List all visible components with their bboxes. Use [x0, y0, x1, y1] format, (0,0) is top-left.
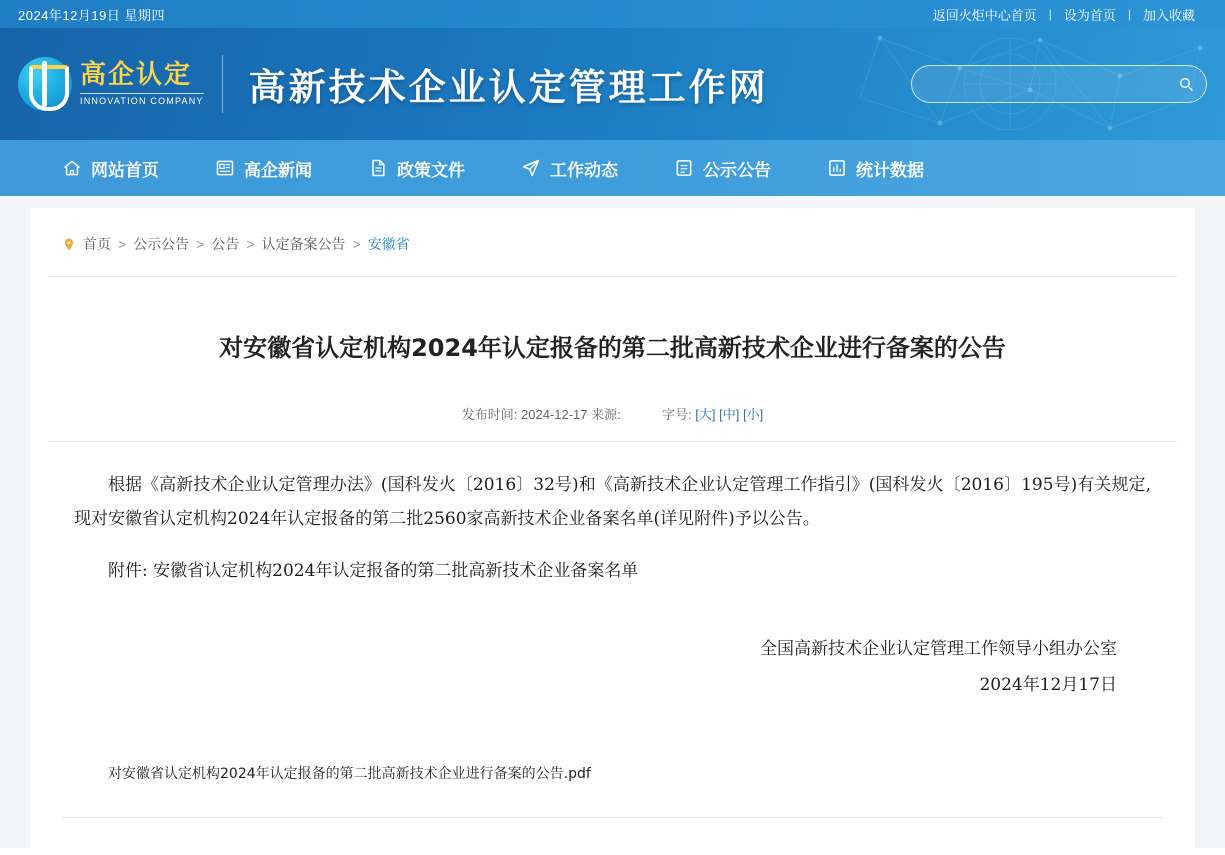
article-paragraph: 根据《高新技术企业认定管理办法》(国科发火〔2016〕32号)和《高新技术企业认定管理工作指引》(国科发火〔2016〕195号)有关规定,现对安徽省认定机构2024年认定报备的第二批2560家高新技术企业备案名单(详见附件)予以公告。 — [74, 474, 1151, 529]
signature-organization: 全国高新技术企业认定管理工作领导小组办公室 — [760, 638, 1117, 659]
news-icon — [215, 158, 235, 178]
fontsize-label: 字号: — [662, 406, 692, 422]
home-icon — [62, 158, 82, 178]
nav-item-work-updates[interactable] — [493, 140, 646, 196]
chart-icon — [827, 158, 847, 178]
breadcrumb-separator-3: > — [246, 236, 255, 252]
nav-item-news[interactable] — [187, 140, 340, 196]
site-banner — [0, 28, 1225, 140]
link-set-homepage[interactable]: 设为首页 — [1063, 7, 1116, 23]
document-icon — [368, 158, 388, 178]
top-bar-separator-1: | — [1048, 7, 1052, 21]
nav-label-policy: 政策文件 — [397, 160, 465, 181]
article-signature — [74, 632, 1151, 703]
attachment-file-name[interactable]: 对安徽省认定机构2024年认定报备的第二批高新技术企业进行备案的公告.pdf — [108, 766, 591, 783]
nav-item-announcements[interactable] — [646, 140, 799, 196]
breadcrumb-separator-1: > — [118, 236, 127, 252]
top-bar-links — [921, 5, 1207, 24]
logo-emblem-icon — [18, 57, 72, 111]
article-attachment-line: 附件: 安徽省认定机构2024年认定报备的第二批高新技术企业备案名单 — [108, 560, 639, 581]
signature-date: 2024年12月17日 — [979, 674, 1117, 695]
fontsize-small-button[interactable]: [小] — [742, 406, 764, 422]
fontsize-large-button[interactable]: [大] — [695, 406, 716, 422]
nav-item-home[interactable] — [40, 140, 187, 196]
nav-label-news: 高企新闻 — [244, 160, 312, 181]
link-torch-center-home[interactable]: 返回火炬中心首页 — [932, 7, 1037, 23]
breadcrumb-separator-2: > — [196, 236, 205, 252]
top-bar-separator-2: | — [1127, 7, 1131, 21]
breadcrumb-item-anhui[interactable]: 安徽省 — [367, 236, 410, 252]
breadcrumb — [48, 208, 1177, 277]
publish-time-value: 2024-12-17 — [521, 406, 588, 422]
logo-title-cn: 高企认定 — [80, 60, 193, 91]
logo-title-en: INNOVATION COMPANY — [80, 93, 204, 106]
nav-label-statistics: 统计数据 — [856, 160, 924, 181]
search-icon — [1178, 74, 1194, 94]
breadcrumb-separator-4: > — [352, 236, 361, 252]
nav-label-announcements: 公示公告 — [703, 160, 771, 181]
breadcrumb-item-announcements[interactable]: 公示公告 — [133, 236, 190, 252]
article-meta — [48, 382, 1177, 442]
top-bar — [0, 0, 1225, 28]
search-input[interactable] — [930, 75, 1172, 93]
bottom-divider — [62, 817, 1163, 818]
breadcrumb-item-filing-notice[interactable]: 认定备案公告 — [261, 236, 346, 252]
page-title: 对安徽省认定机构2024年认定报备的第二批高新技术企业进行备案的公告 — [219, 334, 1006, 363]
article-body — [48, 442, 1177, 703]
breadcrumb-item-notice[interactable]: 公告 — [211, 236, 240, 252]
current-date: 2024年12月19日 星期四 — [18, 7, 165, 23]
nav-item-statistics[interactable] — [799, 140, 952, 196]
publish-time-label: 发布时间: — [461, 406, 518, 422]
site-logo[interactable] — [18, 55, 223, 113]
paper-plane-icon — [521, 158, 541, 178]
fontsize-medium-button[interactable]: [中] — [719, 406, 740, 422]
article-card — [30, 208, 1195, 848]
site-title: 高新技术企业认定管理工作网 — [248, 66, 769, 109]
location-pin-icon — [62, 236, 76, 253]
search-button[interactable] — [1172, 70, 1200, 98]
main-navigation — [0, 140, 1225, 196]
source-label: 来源: — [591, 406, 621, 422]
nav-item-policy[interactable] — [340, 140, 493, 196]
search-box[interactable] — [911, 65, 1207, 103]
nav-label-home: 网站首页 — [91, 160, 159, 181]
link-add-favorite[interactable]: 加入收藏 — [1142, 7, 1195, 23]
announcement-icon — [674, 158, 694, 178]
nav-label-work-updates: 工作动态 — [550, 160, 618, 181]
attachment-file-link[interactable] — [108, 763, 1177, 783]
page-body — [0, 196, 1225, 848]
breadcrumb-item-home[interactable]: 首页 — [83, 236, 111, 252]
